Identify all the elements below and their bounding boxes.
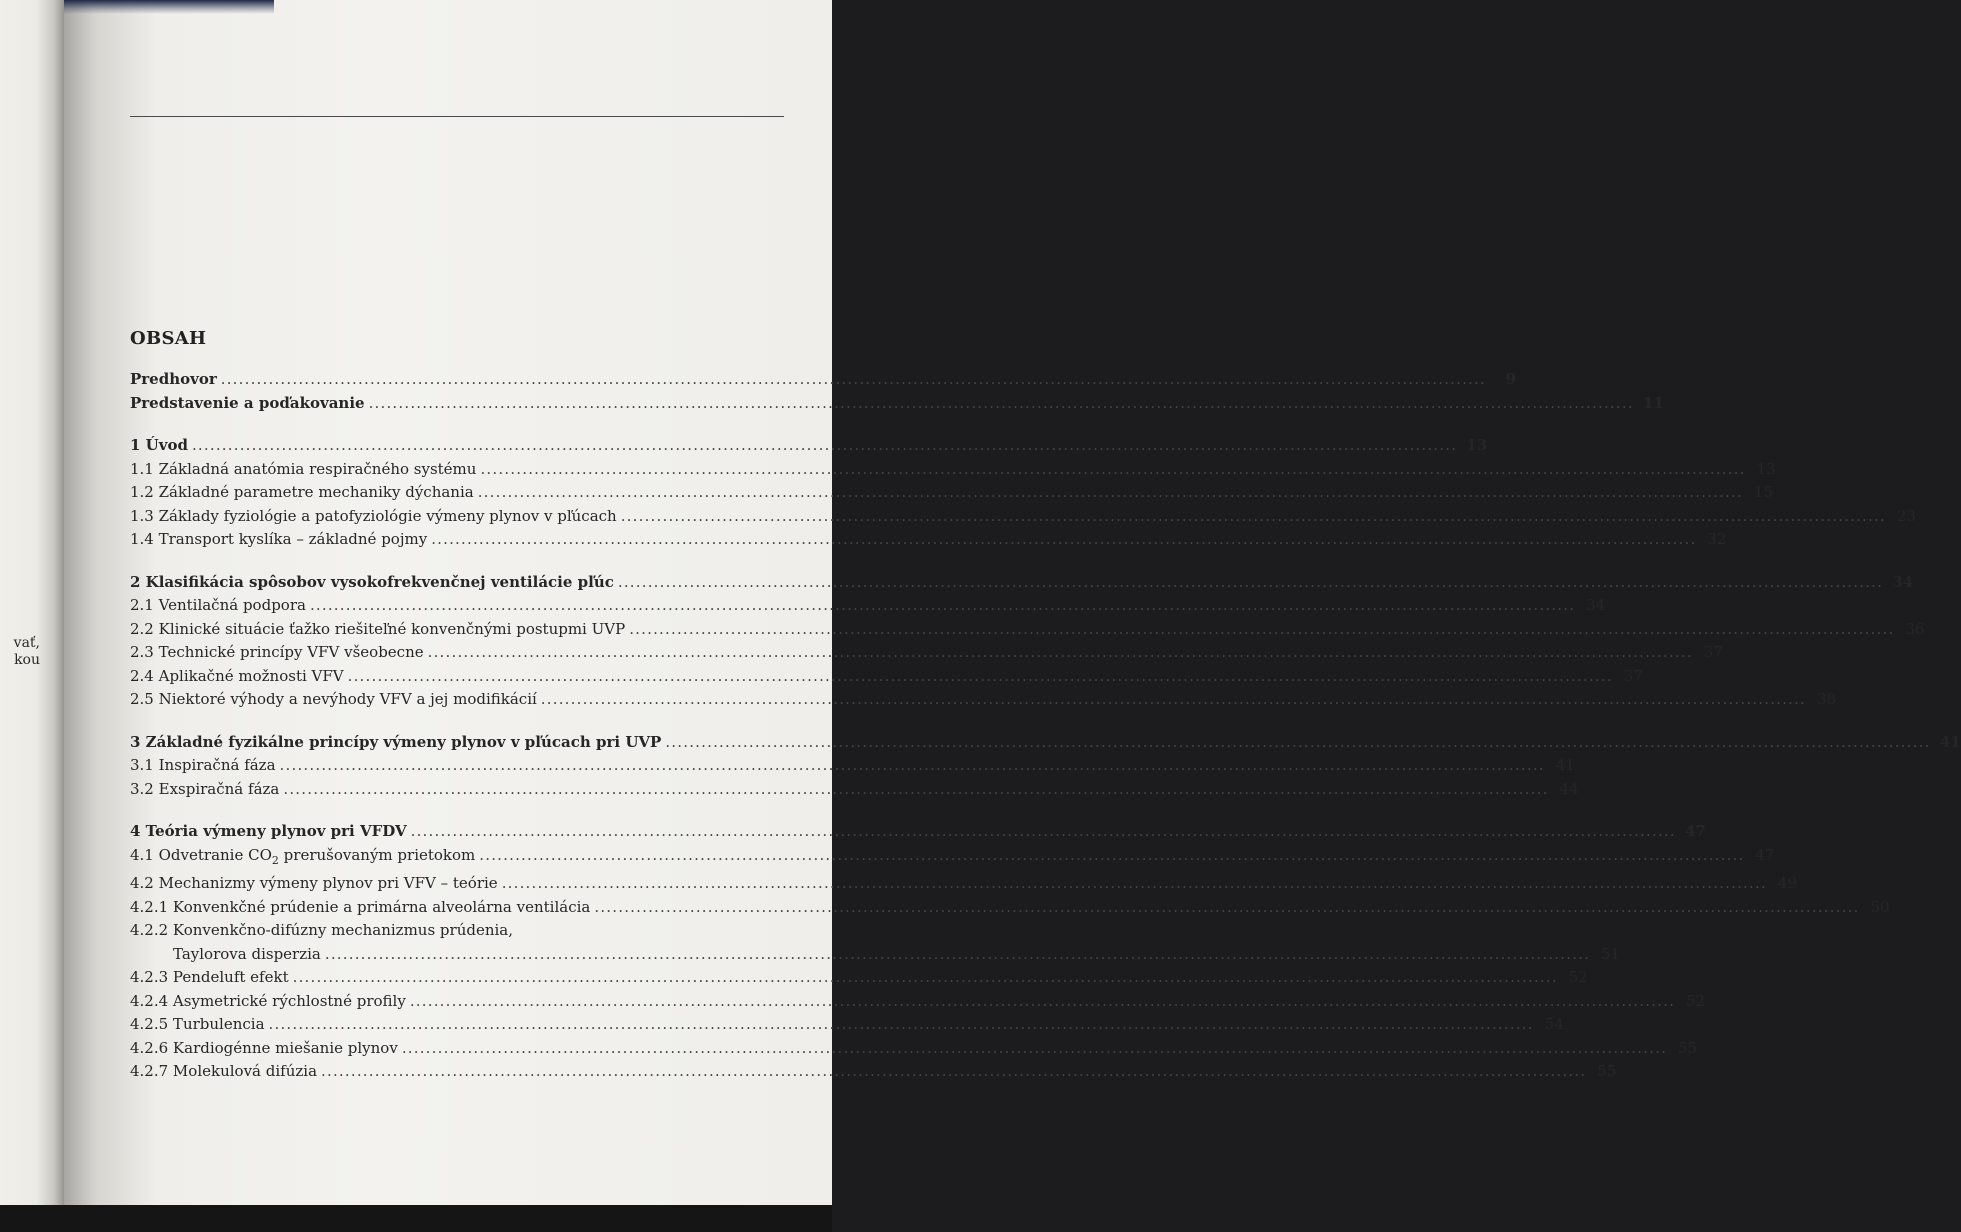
toc-entry-page: 23 (1896, 506, 1916, 525)
toc-entry-title: 1.1 Základná anatómia respiračného systému (130, 459, 477, 478)
toc-entry-section[interactable] (130, 458, 1776, 482)
toc-entry-subsection[interactable] (130, 1013, 1564, 1037)
toc-leader-dots: .................................................................................................................................................................................................................... (501, 874, 1767, 892)
toc-entry-subsection[interactable] (130, 896, 1890, 920)
toc-entry-title: 4.2.7 Molekulová difúzia (130, 1062, 318, 1080)
toc-leader-dots: .................................................................................................................................................................................................................... (620, 506, 1886, 525)
toc-entry-page: 47 (1684, 822, 1706, 840)
toc-entry-page: 47 (1755, 845, 1775, 864)
toc-entry-section[interactable] (130, 665, 1643, 689)
toc-entry-chapter[interactable] (130, 392, 1664, 416)
toc-entry-section[interactable] (130, 594, 1606, 618)
toc-entry-subsection[interactable] (130, 990, 1706, 1014)
toc-leader-dots: .................................................................................................................................................................................................................... (540, 690, 1807, 708)
show-through-text (136, 118, 786, 348)
toc-entry-section[interactable] (130, 481, 1773, 505)
toc-entry-title: Predstavenie a poďakovanie (130, 393, 365, 412)
toc-entry-section[interactable] (130, 528, 1727, 552)
toc-entry-title: 4.2.5 Turbulencia (130, 1015, 265, 1033)
toc-leader-dots: .................................................................................................................................................................................................................... (368, 393, 1634, 412)
left-page-edge (0, 0, 66, 1205)
toc-entry-title: 2.5 Niektoré výhody a nevýhody VFV a jej modifikácií (130, 690, 537, 708)
toc-entry-section[interactable] (130, 754, 1575, 778)
toc-leader-dots: .................................................................................................................................................................................................................... (409, 991, 1676, 1010)
toc-entry-page: 34 (1892, 572, 1914, 591)
toc-entry-section[interactable] (130, 872, 1797, 896)
toc-entry-chapter[interactable] (130, 731, 1961, 755)
toc-leader-dots: .................................................................................................................................................................................................................... (324, 944, 1591, 963)
toc-entry-page: 41 (1555, 756, 1575, 774)
toc-entry-page: 36 (1905, 619, 1925, 638)
left-page-line: kou (14, 652, 40, 668)
toc-entry-subsection[interactable] (130, 966, 1588, 990)
toc-entry-page: 37 (1703, 643, 1723, 661)
toc-entry-page: 44 (1559, 779, 1579, 798)
scan-bottom-border (0, 1205, 832, 1232)
toc-leader-dots: .................................................................................................................................................................................................................... (268, 1015, 1534, 1033)
toc-entry-section[interactable] (130, 618, 1925, 642)
toc-entry-page: 55 (1597, 1062, 1617, 1080)
toc-entry-title: 2.1 Ventilačná podpora (130, 596, 306, 614)
toc-entry-page: 37 (1623, 666, 1643, 685)
toc-entry-title: 2.2 Klinické situácie ťažko riešiteľné konvenčnými postupmi UVP (130, 619, 626, 638)
toc-entry-section[interactable] (130, 844, 1775, 873)
left-page-text-fragment (0, 635, 40, 669)
toc-entry-page: 52 (1685, 991, 1706, 1010)
toc-entry-title: 4 Teória výmeny plynov pri VFDV (130, 822, 407, 840)
toc-entry-chapter[interactable] (130, 820, 1706, 844)
toc-entry-title: 1.2 Základné parametre mechaniky dýchania (130, 483, 474, 501)
toc-leader-dots: .................................................................................................................................................................................................................... (629, 619, 1895, 638)
toc-entry-title: 4.2.3 Pendeluft efekt (130, 968, 289, 986)
toc-entry-section[interactable] (130, 641, 1723, 665)
toc-leader-dots: .................................................................................................................................................................................................................... (480, 459, 1746, 478)
toc-entry-page: 9 (1505, 370, 1516, 388)
toc-entry-title: 2.4 Aplikačné možnosti VFV (130, 666, 344, 685)
toc-entry-chapter[interactable] (130, 368, 1516, 392)
header-rule (130, 116, 784, 117)
subscript-2: 2 (271, 853, 279, 867)
toc-entry-title: 4.2.4 Asymetrické rýchlostné profily (130, 991, 406, 1010)
toc-leader-dots: .................................................................................................................................................................................................................... (321, 1062, 1587, 1080)
toc-leader-dots: .................................................................................................................................................................................................................... (401, 1038, 1668, 1057)
toc-entry-title: 1.4 Transport kyslíka – základné pojmy (130, 530, 428, 548)
toc-leader-dots: .................................................................................................................................................................................................................... (665, 732, 1931, 751)
toc-leader-dots: .................................................................................................................................................................................................................... (191, 436, 1458, 454)
toc-entry-title-part: prerušovaným prietokom (278, 845, 476, 864)
toc-entry-section[interactable] (130, 688, 1837, 712)
toc-entry-title: 1 Úvod (130, 436, 188, 454)
toc-leader-dots: .................................................................................................................................................................................................................... (410, 822, 1676, 840)
table-of-contents (130, 368, 1961, 1084)
toc-entry-page: 34 (1586, 596, 1606, 614)
toc-entry-title: Taylorova disperzia (173, 944, 321, 963)
toc-leader-dots: .................................................................................................................................................................................................................... (477, 483, 1743, 501)
toc-entry-title: 4.2 Mechanizmy výmeny plynov pri VFV – teórie (130, 874, 498, 892)
toc-entry-chapter[interactable] (130, 434, 1488, 458)
toc-entry-title: 3 Základné fyzikálne princípy výmeny plynov v pľúcach pri UVP (130, 732, 662, 751)
toc-leader-dots: .................................................................................................................................................................................................................... (279, 756, 1545, 774)
toc-entry-page: 13 (1756, 459, 1776, 478)
toc-entry-title: 4.2.2 Konvenkčno-difúzny mechanizmus prúdenia, (130, 921, 514, 939)
toc-leader-dots: .................................................................................................................................................................................................................... (283, 779, 1549, 798)
toc-entry-page: 11 (1642, 393, 1664, 412)
toc-entry-page: 38 (1816, 690, 1837, 708)
toc-entry-title: Predhovor (130, 370, 217, 388)
toc-leader-dots: .................................................................................................................................................................................................................... (594, 897, 1860, 916)
toc-entry-title (130, 844, 475, 873)
toc-entry-subsection[interactable] (130, 919, 782, 943)
toc-entry-chapter[interactable] (130, 571, 1914, 595)
toc-entry-subsection[interactable] (130, 1060, 1617, 1084)
page-top-shadow (64, 0, 274, 14)
toc-entry-page: 51 (1601, 944, 1621, 963)
toc-entry-title: 1.3 Základy fyziológie a patofyziológie výmeny plynov v pľúcach (130, 506, 617, 525)
toc-entry-section[interactable] (130, 505, 1916, 529)
toc-entry-subsection[interactable] (130, 1037, 1698, 1061)
toc-entry-continuation[interactable] (130, 943, 1621, 967)
toc-entry-title: 4.2.1 Konvenkčné prúdenie a primárna alveolárna ventilácia (130, 897, 591, 916)
toc-leader-dots: .................................................................................................................................................................................................................... (427, 643, 1693, 661)
toc-entry-page: 54 (1544, 1015, 1564, 1033)
toc-leader-dots: .................................................................................................................................................................................................................... (617, 572, 1884, 591)
toc-entry-page: 32 (1707, 530, 1727, 548)
toc-title: OBSAH (130, 328, 207, 349)
toc-leader-dots: .................................................................................................................................................................................................................... (220, 370, 1486, 388)
toc-entry-title: 2.3 Technické princípy VFV všeobecne (130, 643, 424, 661)
toc-entry-page: 15 (1753, 483, 1773, 501)
toc-entry-title: 2 Klasifikácia spôsobov vysokofrekvenčnej ventilácie pľúc (130, 572, 614, 591)
toc-leader-dots: .................................................................................................................................................................................................................... (347, 666, 1613, 685)
toc-leader-dots: .................................................................................................................................................................................................................... (292, 968, 1558, 986)
toc-entry-page: 50 (1870, 897, 1890, 916)
book-page (64, 0, 1961, 1205)
toc-entry-page: 41 (1939, 732, 1961, 751)
toc-entry-title: 3.1 Inspiračná fáza (130, 756, 276, 774)
toc-leader-dots: .................................................................................................................................................................................................................... (309, 596, 1576, 614)
toc-leader-dots: .................................................................................................................................................................................................................... (431, 530, 1697, 548)
toc-entry-title: 4.2.6 Kardiogénne miešanie plynov (130, 1038, 398, 1057)
toc-entry-page: 55 (1677, 1038, 1698, 1057)
toc-leader-dots: .................................................................................................................................................................................................................... (479, 845, 1745, 864)
toc-entry-title-part: 4.1 Odvetranie CO (130, 845, 272, 864)
toc-entry-section[interactable] (130, 778, 1579, 802)
left-page-line: vať, (13, 635, 40, 651)
toc-entry-page: 52 (1568, 968, 1588, 986)
toc-entry-page: 49 (1777, 874, 1797, 892)
toc-entry-title: 3.2 Exspiračná fáza (130, 779, 280, 798)
toc-entry-page: 13 (1466, 436, 1488, 454)
